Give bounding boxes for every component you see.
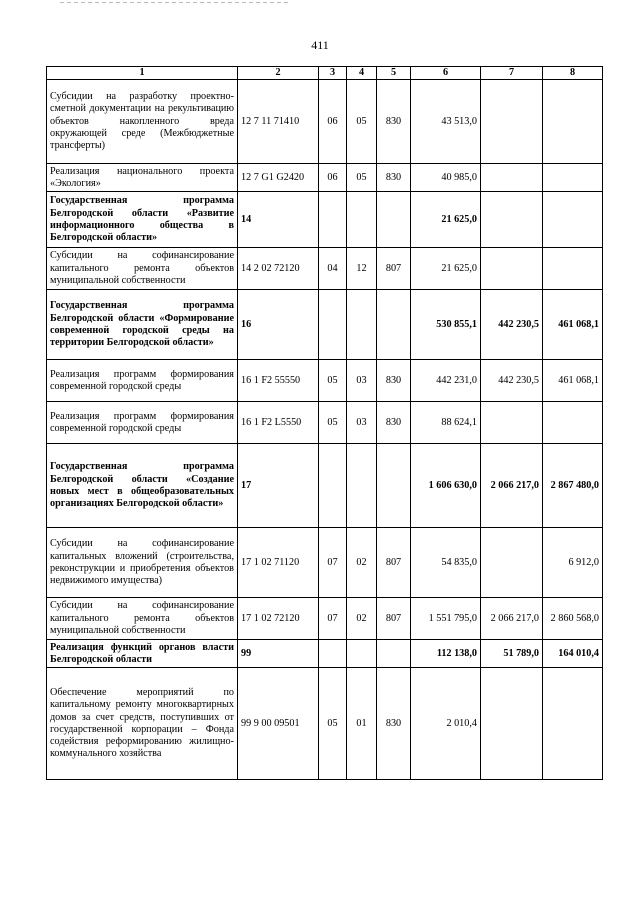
row-expense-type-cell <box>377 290 411 360</box>
row-amount-col6-cell: 21 625,0 <box>411 192 481 248</box>
row-amount-col8-cell: 164 010,4 <box>543 640 603 668</box>
row-expense-type-cell: 807 <box>377 528 411 598</box>
row-amount-col6-cell: 40 985,0 <box>411 164 481 192</box>
row-subsection-cell <box>347 444 377 528</box>
row-expense-type-cell <box>377 192 411 248</box>
row-amount-col6-cell: 2 010,4 <box>411 668 481 780</box>
row-amount-col6-cell: 112 138,0 <box>411 640 481 668</box>
row-subsection-cell: 05 <box>347 80 377 164</box>
row-amount-col6-cell: 43 513,0 <box>411 80 481 164</box>
header-cell-1: 1 <box>47 67 238 80</box>
row-amount-col7-cell <box>481 668 543 780</box>
row-amount-col7-cell: 442 230,5 <box>481 360 543 402</box>
table-row <box>47 248 603 290</box>
row-section-cell: 05 <box>319 360 347 402</box>
table-row <box>47 528 603 598</box>
row-section-cell <box>319 444 347 528</box>
header-row <box>47 67 603 80</box>
table-row <box>47 164 603 192</box>
header-cell-6: 6 <box>411 67 481 80</box>
row-expense-type-cell: 830 <box>377 402 411 444</box>
row-name-cell: Субсидии на софинансирование капитального ремонта объектов муниципальной собственности <box>47 248 238 290</box>
row-code-cell: 14 <box>238 192 319 248</box>
row-code-cell: 16 <box>238 290 319 360</box>
header-cell-5: 5 <box>377 67 411 80</box>
row-subsection-cell: 03 <box>347 402 377 444</box>
row-amount-col8-cell: 6 912,0 <box>543 528 603 598</box>
header-cell-7: 7 <box>481 67 543 80</box>
row-amount-col6-cell: 530 855,1 <box>411 290 481 360</box>
row-code-cell: 17 1 02 71120 <box>238 528 319 598</box>
row-section-cell: 06 <box>319 164 347 192</box>
row-expense-type-cell <box>377 640 411 668</box>
row-name-cell: Государственная программа Белгородской области «Развитие информационного общества в Белгородской области» <box>47 192 238 248</box>
row-amount-col8-cell: 2 860 568,0 <box>543 598 603 640</box>
row-amount-col8-cell: 461 068,1 <box>543 360 603 402</box>
row-amount-col8-cell <box>543 668 603 780</box>
page-number: 411 <box>311 38 329 52</box>
row-expense-type-cell <box>377 444 411 528</box>
table-row <box>47 192 603 248</box>
row-amount-col6-cell: 88 624,1 <box>411 402 481 444</box>
row-name-cell: Реализация функций органов власти Белгородской области <box>47 640 238 668</box>
row-section-cell: 04 <box>319 248 347 290</box>
header-cell-8: 8 <box>543 67 603 80</box>
budget-table <box>46 66 603 780</box>
row-expense-type-cell: 830 <box>377 164 411 192</box>
row-subsection-cell <box>347 192 377 248</box>
row-code-cell: 16 1 F2 L5550 <box>238 402 319 444</box>
row-section-cell: 05 <box>319 402 347 444</box>
row-amount-col7-cell <box>481 528 543 598</box>
row-amount-col6-cell: 1 606 630,0 <box>411 444 481 528</box>
header-cell-2: 2 <box>238 67 319 80</box>
row-amount-col7-cell <box>481 80 543 164</box>
row-name-cell: Реализация программ формирования современной городской среды <box>47 360 238 402</box>
row-section-cell <box>319 640 347 668</box>
row-name-cell: Обеспечение мероприятий по капитальному ремонту многоквартирных домов за счет средств, поступивших от государственной корпорации – Фонда содействия реформированию жилищно-коммунального хозяйства <box>47 668 238 780</box>
row-amount-col6-cell: 442 231,0 <box>411 360 481 402</box>
row-section-cell: 05 <box>319 668 347 780</box>
row-subsection-cell: 01 <box>347 668 377 780</box>
row-name-cell: Государственная программа Белгородской области «Создание новых мест в общеобразовательных организациях Белгородской области» <box>47 444 238 528</box>
scan-top-artifact <box>60 2 290 3</box>
row-amount-col7-cell <box>481 192 543 248</box>
row-expense-type-cell: 830 <box>377 360 411 402</box>
header-cell-4: 4 <box>347 67 377 80</box>
row-section-cell <box>319 290 347 360</box>
row-code-cell: 12 7 G1 G2420 <box>238 164 319 192</box>
row-amount-col7-cell <box>481 164 543 192</box>
row-name-cell: Реализация национального проекта «Экология» <box>47 164 238 192</box>
table-row <box>47 290 603 360</box>
row-amount-col7-cell: 51 789,0 <box>481 640 543 668</box>
row-amount-col7-cell <box>481 402 543 444</box>
row-subsection-cell: 03 <box>347 360 377 402</box>
row-code-cell: 16 1 F2 55550 <box>238 360 319 402</box>
row-section-cell <box>319 192 347 248</box>
table-row <box>47 598 603 640</box>
row-amount-col8-cell <box>543 80 603 164</box>
row-code-cell: 99 <box>238 640 319 668</box>
row-subsection-cell <box>347 640 377 668</box>
row-section-cell: 07 <box>319 528 347 598</box>
row-amount-col7-cell <box>481 248 543 290</box>
row-amount-col7-cell: 442 230,5 <box>481 290 543 360</box>
table-row <box>47 402 603 444</box>
row-expense-type-cell: 807 <box>377 598 411 640</box>
row-name-cell: Государственная программа Белгородской области «Формирование современной городской среды на территории Белгородской области» <box>47 290 238 360</box>
row-subsection-cell: 02 <box>347 528 377 598</box>
row-amount-col6-cell: 1 551 795,0 <box>411 598 481 640</box>
row-code-cell: 12 7 11 71410 <box>238 80 319 164</box>
row-amount-col8-cell <box>543 164 603 192</box>
row-subsection-cell: 02 <box>347 598 377 640</box>
table-row <box>47 444 603 528</box>
header-cell-3: 3 <box>319 67 347 80</box>
table-row <box>47 668 603 780</box>
table-row <box>47 80 603 164</box>
table-row <box>47 360 603 402</box>
row-name-cell: Субсидии на разработку проектно-сметной документации на рекультивацию объектов накопленного вреда окружающей среде (Межбюджетные трансферты) <box>47 80 238 164</box>
row-amount-col8-cell <box>543 192 603 248</box>
row-subsection-cell <box>347 290 377 360</box>
row-name-cell: Реализация программ формирования современной городской среды <box>47 402 238 444</box>
row-amount-col8-cell: 461 068,1 <box>543 290 603 360</box>
row-code-cell: 17 <box>238 444 319 528</box>
table-row <box>47 640 603 668</box>
row-section-cell: 07 <box>319 598 347 640</box>
row-amount-col8-cell <box>543 248 603 290</box>
row-amount-col6-cell: 21 625,0 <box>411 248 481 290</box>
row-name-cell: Субсидии на софинансирование капитального ремонта объектов муниципальной собственности <box>47 598 238 640</box>
row-subsection-cell: 05 <box>347 164 377 192</box>
row-expense-type-cell: 807 <box>377 248 411 290</box>
row-code-cell: 17 1 02 72120 <box>238 598 319 640</box>
table-body <box>47 80 603 780</box>
row-expense-type-cell: 830 <box>377 668 411 780</box>
row-name-cell: Субсидии на софинансирование капитальных вложений (строительства, реконструкции и приобретения объектов недвижимого имущества) <box>47 528 238 598</box>
row-code-cell: 14 2 02 72120 <box>238 248 319 290</box>
row-subsection-cell: 12 <box>347 248 377 290</box>
row-amount-col7-cell: 2 066 217,0 <box>481 598 543 640</box>
row-section-cell: 06 <box>319 80 347 164</box>
row-amount-col7-cell: 2 066 217,0 <box>481 444 543 528</box>
row-amount-col6-cell: 54 835,0 <box>411 528 481 598</box>
row-expense-type-cell: 830 <box>377 80 411 164</box>
row-amount-col8-cell: 2 867 480,0 <box>543 444 603 528</box>
row-amount-col8-cell <box>543 402 603 444</box>
row-code-cell: 99 9 00 09501 <box>238 668 319 780</box>
